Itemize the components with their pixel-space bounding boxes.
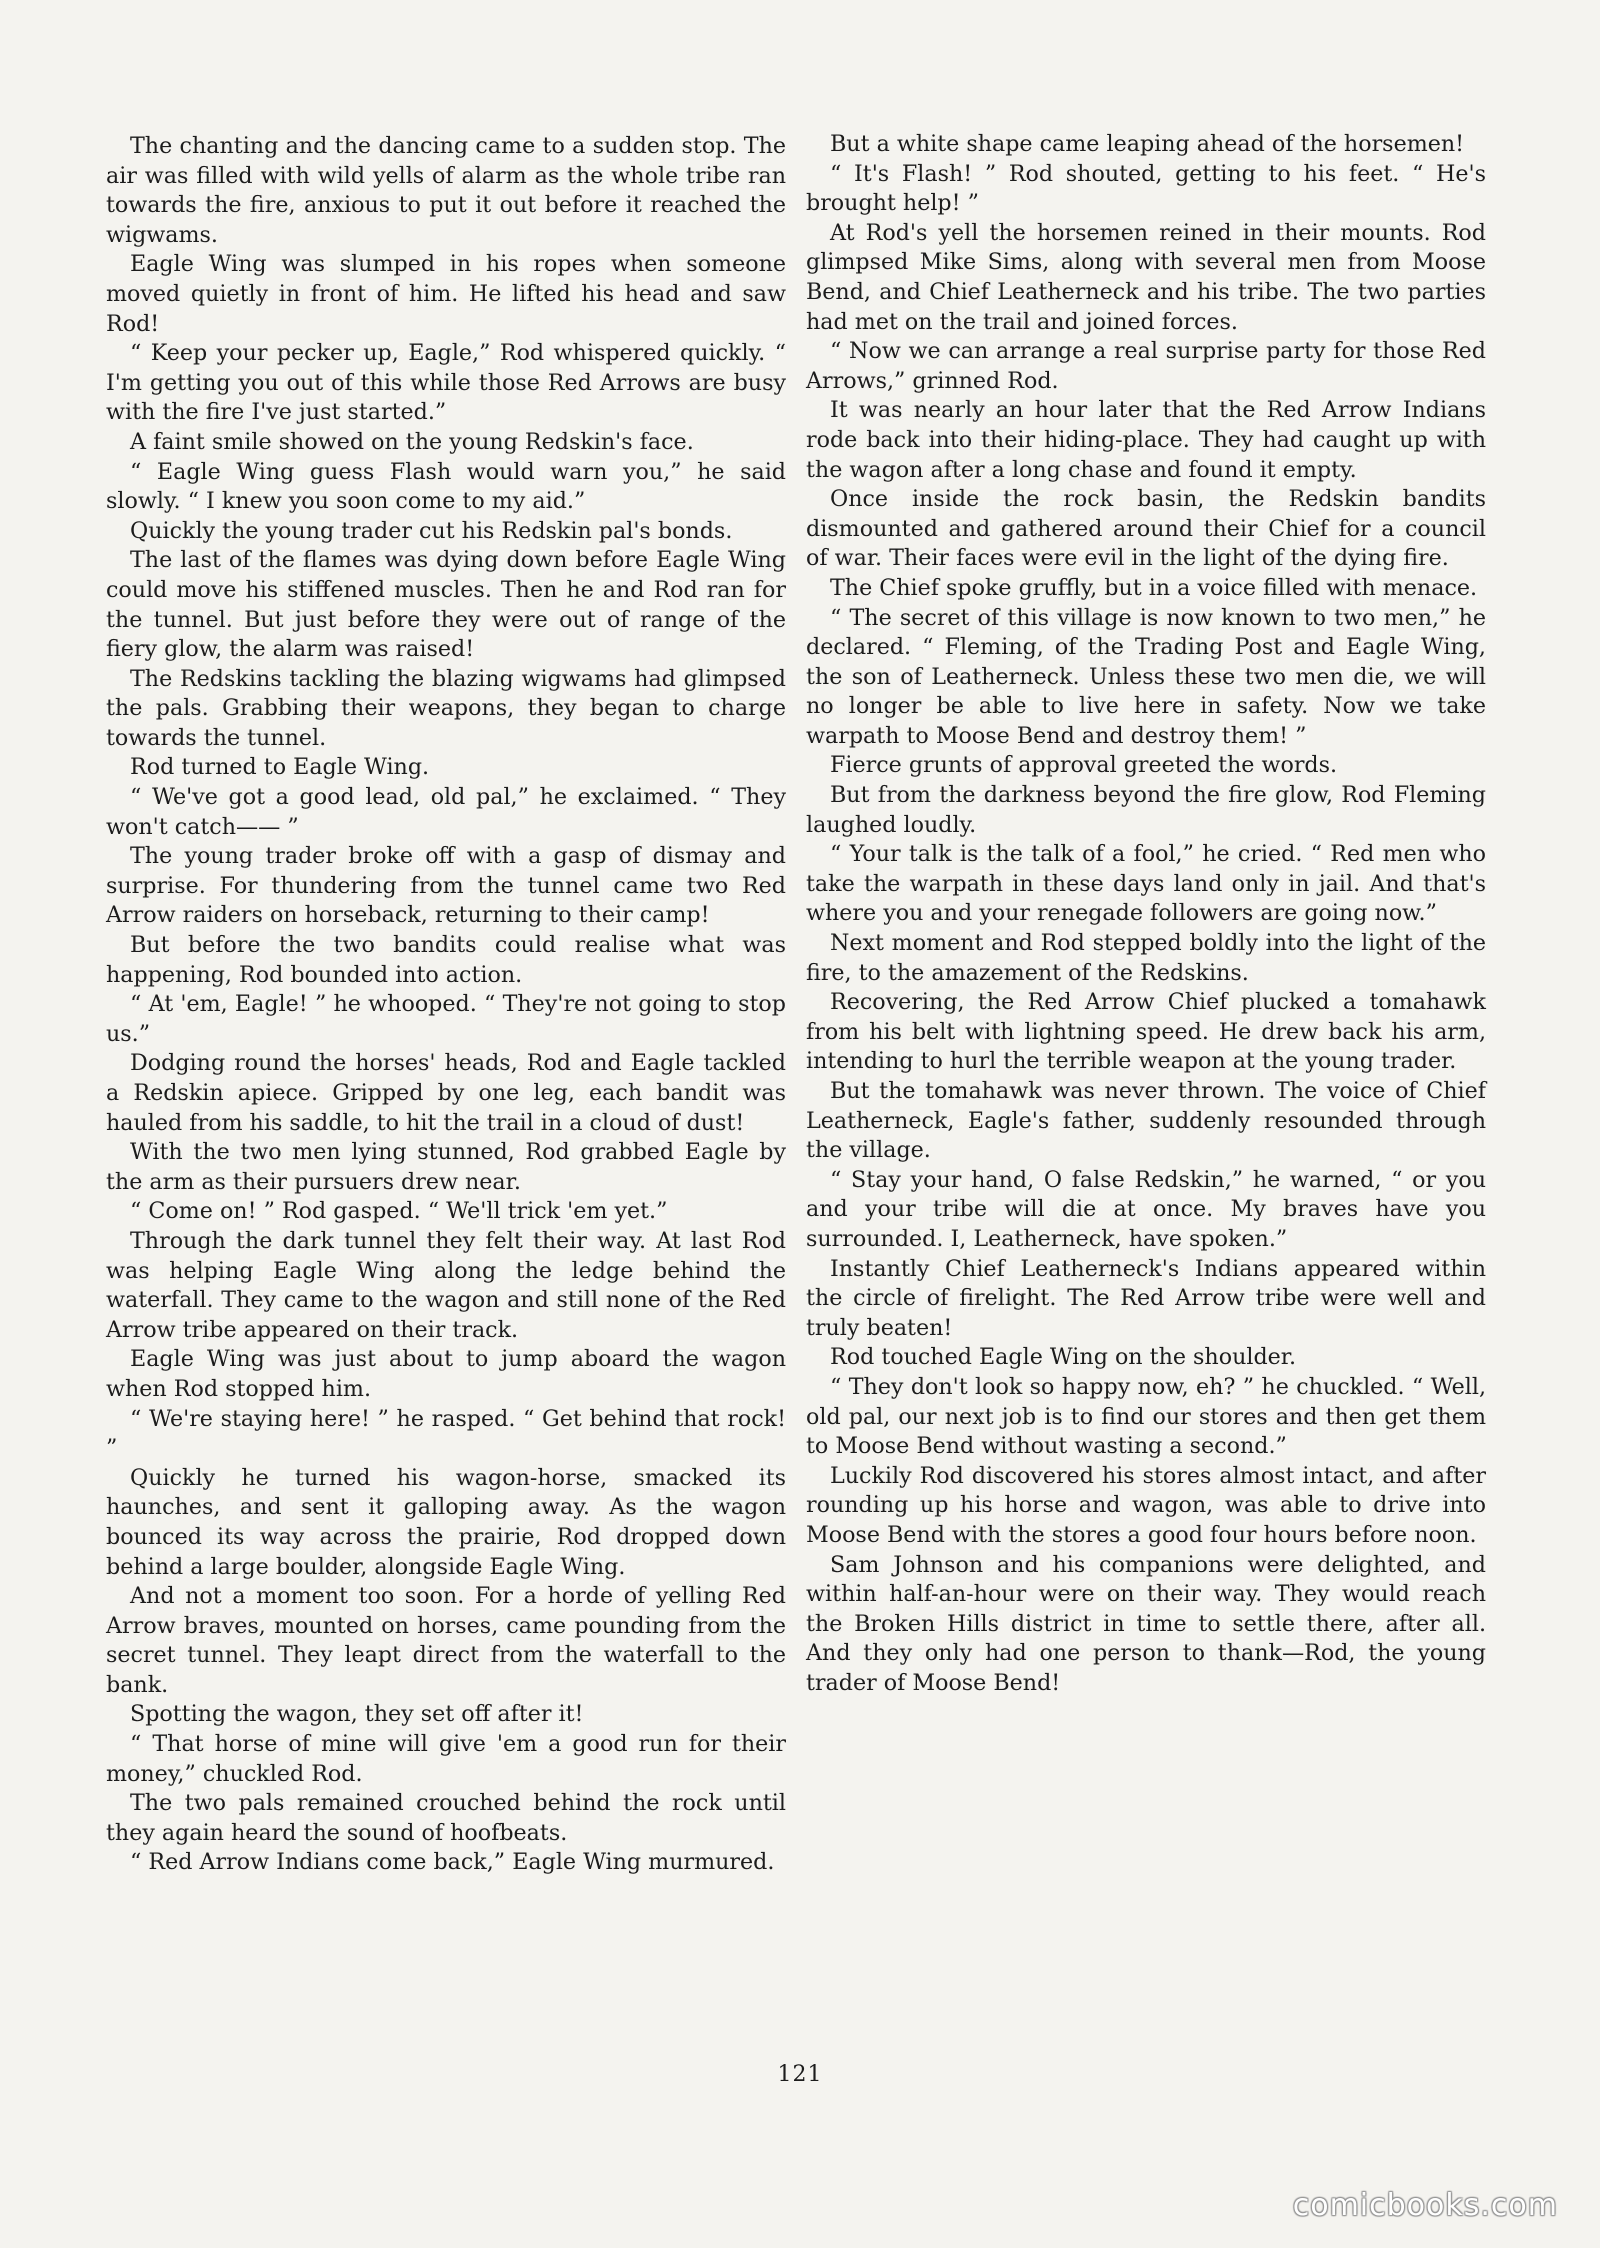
paragraph: “ Come on! ” Rod gasped. “ We'll trick 'em yet.”: [130, 1198, 668, 1225]
paragraph: Rod turned to Eagle Wing.: [130, 754, 430, 781]
paragraph: With the two men lying stunned, Rod grabbed Eagle by the arm as their pursuers drew near.: [106, 1139, 786, 1195]
paragraph: And not a moment too soon. For a horde of yelling Red Arrow braves, mounted on horses, came pounding from the secret tunnel. They leapt direct from the waterfall to the bank.: [106, 1583, 786, 1698]
paragraph: Quickly the young trader cut his Redskin pal's bonds.: [130, 517, 733, 544]
right-column: [806, 130, 1486, 1698]
paragraph: Quickly he turned his wagon-horse, smacked its haunches, and sent it galloping away. As the wagon bounced its way across the prairie, Rod dropped down behind a large boulder, alongside Eagle Wing.: [106, 1464, 786, 1580]
paragraph: “ We're staying here! ” he rasped. “ Get behind that rock! ”: [106, 1405, 786, 1462]
paragraph: But the tomahawk was never thrown. The voice of Chief Leatherneck, Eagle's father, suddenly resounded through the village.: [806, 1078, 1486, 1164]
paragraph: The chanting and the dancing came to a sudden stop. The air was filled with wild yells of alarm as the whole tribe ran towards the fire, anxious to put it out before it reached the wigwams.: [106, 133, 786, 248]
paragraph: Next moment and Rod stepped boldly into the light of the fire, to the amazement of the Redskins.: [806, 930, 1486, 986]
paragraph: “ Eagle Wing guess Flash would warn you,” he said slowly. “ I knew you soon come to my aid.”: [106, 458, 786, 515]
paragraph: “ Keep your pecker up, Eagle,” Rod whispered quickly. “ I'm getting you out of this while those Red Arrows are busy with the fire I've just started.”: [106, 340, 786, 426]
paragraph: Once inside the rock basin, the Redskin bandits dismounted and gathered around their Chief for a council of war. Their faces were evil in the light of the dying fire.: [806, 486, 1486, 572]
paragraph: It was nearly an hour later that the Red Arrow Indians rode back into their hiding-place. They had caught up with the wagon after a long chase and found it empty.: [806, 397, 1486, 483]
page-number: 121: [777, 2062, 823, 2087]
paragraph: The two pals remained crouched behind the rock until they again heard the sound of hoofbeats.: [106, 1790, 786, 1846]
paragraph: Dodging round the horses' heads, Rod and Eagle tackled a Redskin apiece. Gripped by one leg, each bandit was hauled from his saddle, to hit the trail in a cloud of dust!: [106, 1050, 786, 1136]
paragraph: The Chief spoke gruffly, but in a voice filled with menace.: [830, 574, 1478, 601]
paragraph: “ We've got a good lead, old pal,” he exclaimed. “ They won't catch—— ”: [106, 784, 786, 840]
paragraph: The young trader broke off with a gasp of dismay and surprise. For thundering from the tunnel came two Red Arrow raiders on horseback, returning to their camp!: [106, 843, 786, 929]
paragraph: Luckily Rod discovered his stores almost intact, and after rounding up his horse and wagon, was able to drive into Moose Bend with the stores a good four hours before noon.: [806, 1462, 1486, 1548]
paragraph: “ At 'em, Eagle! ” he whooped. “ They're not going to stop us.”: [106, 991, 786, 1047]
site-watermark: comicbooks.com: [1292, 2188, 1558, 2223]
paragraph: A faint smile showed on the young Redskin's face.: [130, 428, 694, 455]
paragraph: Through the dark tunnel they felt their way. At last Rod was helping Eagle Wing along the ledge behind the waterfall. They came to the wagon and still none of the Red Arrow tribe appeared on their track.: [106, 1227, 786, 1343]
paragraph: Sam Johnson and his companions were delighted, and within half-an-hour were on their way. They would reach the Broken Hills district in time to settle there, after all. And they only had one person to thank—Rod, the young trader of Moose Bend!: [806, 1551, 1486, 1696]
paragraph: Rod touched Eagle Wing on the shoulder.: [830, 1344, 1297, 1371]
paragraph: The last of the flames was dying down before Eagle Wing could move his stiffened muscles. Then he and Rod ran for the tunnel. But just before they were out of range of the fiery glow, the alarm was raised!: [106, 547, 786, 663]
paragraph: Fierce grunts of approval greeted the words.: [830, 752, 1338, 779]
paragraph: Spotting the wagon, they set off after it!: [130, 1701, 584, 1728]
paragraph: But a white shape came leaping ahead of the horsemen!: [830, 131, 1465, 157]
paragraph: “ Your talk is the talk of a fool,” he cried. “ Red men who take the warpath in these days land only in jail. And that's where you and your renegade followers are going now.”: [806, 841, 1486, 927]
paragraph: Recovering, the Red Arrow Chief plucked a tomahawk from his belt with lightning speed. He drew back his arm, intending to hurl the terrible weapon at the young trader.: [806, 989, 1486, 1075]
left-column: [106, 132, 786, 1878]
paragraph: “ Stay your hand, O false Redskin,” he warned, “ or you and your tribe will die at once. My braves have you surrounded. I, Leatherneck, have spoken.”: [806, 1166, 1486, 1252]
paragraph: “ Red Arrow Indians come back,” Eagle Wing murmured.: [130, 1849, 775, 1876]
paragraph: Instantly Chief Leatherneck's Indians appeared within the circle of firelight. The Red Arrow tribe were well and truly beaten!: [806, 1255, 1486, 1341]
paragraph: But before the two bandits could realise what was happening, Rod bounded into action.: [106, 932, 786, 988]
paragraph: The Redskins tackling the blazing wigwams had glimpsed the pals. Grabbing their weapons, they began to charge towards the tunnel.: [106, 665, 786, 751]
paragraph: “ It's Flash! ” Rod shouted, getting to his feet. “ He's brought help! ”: [806, 160, 1486, 217]
paragraph: “ They don't look so happy now, eh? ” he chuckled. “ Well, old pal, our next job is to find our stores and then get them to Moose Bend without wasting a second.”: [806, 1373, 1486, 1460]
paragraph: Eagle Wing was slumped in his ropes when someone moved quietly in front of him. He lifted his head and saw Rod!: [106, 251, 786, 337]
paragraph: At Rod's yell the horsemen reined in their mounts. Rod glimpsed Mike Sims, along with several men from Moose Bend, and Chief Leatherneck and his tribe. The two parties had met on the trail and joined forces.: [806, 219, 1486, 335]
paragraph: Eagle Wing was just about to jump aboard the wagon when Rod stopped him.: [106, 1346, 786, 1402]
paragraph: “ The secret of this village is now known to two men,” he declared. “ Fleming, of the Trading Post and Eagle Wing, the son of Leatherneck. Unless these two men die, we will no longer be able to live here in safety. Now we take warpath to Moose Bend and destroy them! ”: [806, 604, 1486, 749]
paragraph: “ Now we can arrange a real surprise party for those Red Arrows,” grinned Rod.: [806, 338, 1486, 394]
paragraph: “ That horse of mine will give 'em a good run for their money,” chuckled Rod.: [106, 1731, 786, 1787]
paragraph: But from the darkness beyond the fire glow, Rod Fleming laughed loudly.: [806, 782, 1486, 838]
